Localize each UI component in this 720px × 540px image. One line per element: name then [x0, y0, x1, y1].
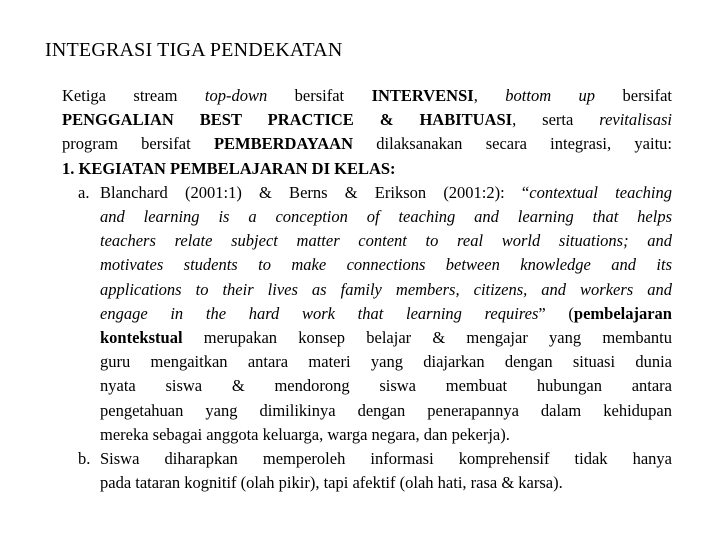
item-a-line [100, 374, 672, 398]
item-bold: kontekstual [100, 328, 183, 348]
item-text: mereka sebagai anggota keluarga, warga negara, dan pekerja). [100, 424, 510, 444]
item-quote: and learning is a conception of teaching and learning that helps [100, 207, 672, 227]
list-item-b [78, 447, 672, 495]
intro-bold: PENGGALIAN BEST PRACTICE & HABITUASI [62, 110, 513, 130]
item-quote: motivates students to make connections between knowledge and its [100, 255, 672, 275]
item-a-line [100, 181, 672, 205]
item-b-line [100, 471, 672, 495]
intro-text: Ketiga stream [62, 86, 205, 105]
item-quote: engage in the hard work that learning requires [100, 303, 539, 323]
item-a-line [100, 229, 672, 253]
intro-text: dilaksanakan secara integrasi, yaitu: [353, 134, 672, 154]
intro-line-1 [62, 84, 672, 108]
list-marker: a. [78, 182, 90, 202]
intro-text: program bersifat [62, 134, 214, 154]
intro-emphasis: revitalisasi [599, 110, 672, 130]
item-a-line [100, 399, 672, 423]
item-text: merupakan konsep belajar & mengajar yang membantu [182, 328, 672, 348]
intro-bold: PEMBERDAYAAN [213, 134, 353, 154]
list-item-a [78, 181, 672, 447]
slide-body [62, 84, 672, 495]
item-text: nyata siswa & mendorong siswa membuat hubungan antara [100, 376, 672, 396]
list-marker: b. [78, 449, 91, 469]
item-bold: pembelajaran [573, 303, 672, 323]
item-text: pengetahuan yang dimilikinya dengan penerapannya dalam kehidupan [100, 400, 672, 420]
item-text: Blanchard (2001:1) & Berns & Erikson (2001:2): “ [100, 182, 530, 202]
item-b-line [100, 447, 672, 471]
item-text: guru mengaitkan antara materi yang diajarkan dengan situasi dunia [100, 352, 672, 372]
item-text: pada tataran kognitif (olah pikir), tapi afektif (olah hati, rasa & karsa). [100, 473, 563, 493]
item-text: Siswa diharapkan memperoleh informasi komprehensif tidak hanya [100, 449, 672, 469]
item-a-line [100, 326, 672, 350]
item-a-line [100, 302, 672, 326]
item-quote: contextual teaching [529, 182, 672, 202]
intro-bold: INTERVENSI [371, 86, 474, 105]
intro-paragraph [62, 84, 672, 157]
intro-line-3 [62, 132, 672, 156]
intro-emphasis: top-down [204, 86, 268, 105]
intro-line-2 [62, 108, 672, 132]
item-a-line [100, 278, 672, 302]
intro-emphasis: bottom up [505, 86, 596, 105]
item-quote: applications to their lives as family members, citizens, and workers and [100, 279, 672, 299]
intro-text: bersifat [267, 86, 372, 105]
item-a-line [100, 350, 672, 374]
item-quote: teachers relate subject matter content to real world situations; and [100, 231, 672, 251]
intro-text: , serta [512, 110, 600, 130]
item-text: ” ( [538, 303, 574, 323]
intro-text: , [473, 86, 506, 105]
item-a-line [100, 423, 672, 447]
item-a-line [100, 205, 672, 229]
slide-title: INTEGRASI TIGA PENDEKATAN [45, 39, 343, 61]
intro-text: bersifat [595, 86, 672, 105]
section-heading: 1. KEGIATAN PEMBELAJARAN DI KELAS: [62, 158, 396, 178]
item-a-line [100, 253, 672, 277]
